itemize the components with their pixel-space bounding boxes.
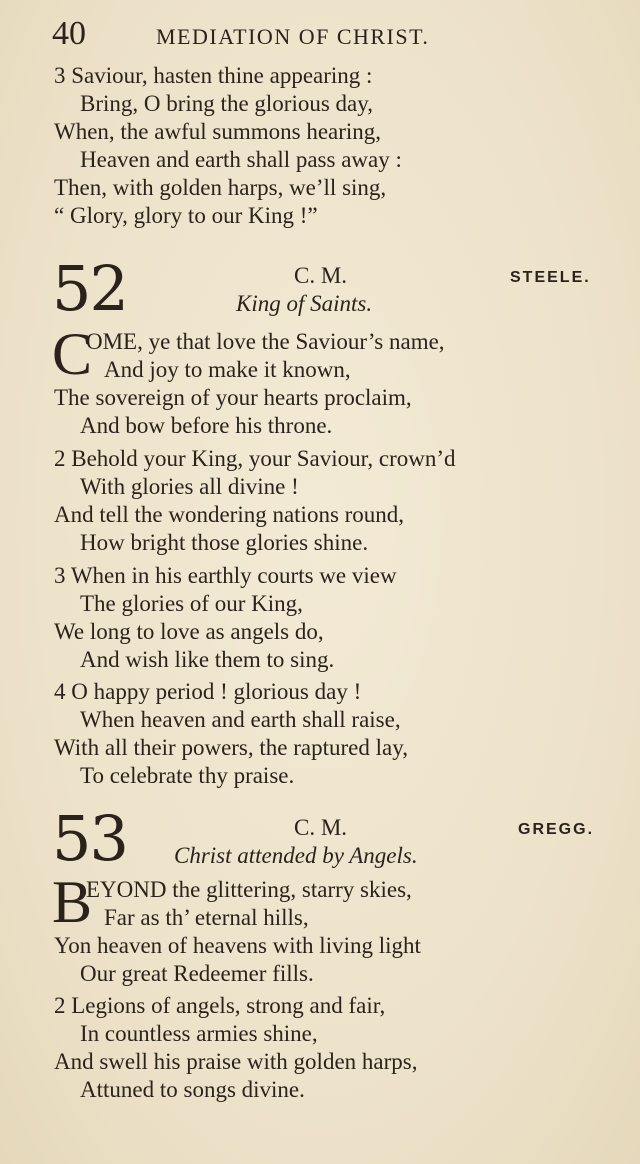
verse-line: To celebrate thy praise.: [80, 763, 295, 788]
verse-line: When heaven and earth shall raise,: [80, 707, 401, 732]
verse-line: Bring, O bring the glorious day,: [80, 91, 374, 116]
verse-line: When, the awful summons hearing,: [54, 119, 382, 144]
verse-line: With glories all divine !: [80, 474, 299, 499]
verse-line: In countless armies shine,: [80, 1021, 318, 1046]
verse-line: Yon heaven of heavens with living light: [54, 933, 421, 958]
hymn-number: 52: [52, 252, 127, 325]
verse-line: Heaven and earth shall pass away :: [80, 147, 402, 172]
verse-line: EYOND the glittering, starry skies,: [86, 877, 412, 902]
verse-line: 3 When in his earthly courts we view: [54, 563, 397, 588]
page-number: 40: [52, 15, 86, 52]
verse-line: And tell the wondering nations round,: [54, 502, 405, 527]
hymn-title: King of Saints.: [236, 291, 373, 316]
hymn-meter: C. M.: [294, 263, 348, 288]
verse-line: Attuned to songs divine.: [80, 1077, 305, 1102]
running-title: MEDIATION OF CHRIST.: [156, 24, 430, 49]
verse-line: 4 O happy period ! glorious day !: [54, 679, 362, 704]
verse-line: With all their powers, the raptured lay,: [54, 735, 408, 760]
hymn-composer: STEELE.: [510, 269, 591, 286]
verse-line: 2 Behold your King, your Saviour, crown’d: [54, 446, 456, 471]
verse-line: And wish like them to sing.: [80, 647, 335, 672]
hymn-composer: GREGG.: [518, 821, 595, 838]
hymn-meter: C. M.: [294, 815, 348, 840]
verse-line: And joy to make it known,: [104, 357, 351, 382]
verse-line: How bright those glories shine.: [80, 530, 369, 555]
hymn-number: 53: [52, 802, 127, 875]
hymn-title: Christ attended by Angels.: [174, 843, 418, 868]
drop-cap: B: [52, 869, 93, 935]
verse-line: Far as th’ eternal hills,: [104, 905, 309, 930]
verse-line: The sovereign of your hearts proclaim,: [54, 385, 412, 410]
verse-line: OME, ye that love the Saviour’s name,: [86, 329, 445, 354]
verse-line: We long to love as angels do,: [54, 619, 324, 644]
verse-line: And bow before his throne.: [80, 413, 333, 438]
verse-line: Then, with golden harps, we’ll sing,: [54, 175, 387, 200]
verse-line: Our great Redeemer fills.: [80, 961, 314, 986]
drop-cap: C: [52, 321, 93, 387]
verse-line: And swell his praise with golden harps,: [54, 1049, 418, 1074]
verse-line: The glories of our King,: [80, 591, 303, 616]
page-header: [52, 14, 502, 54]
verse-line: 3 Saviour, hasten thine appearing :: [54, 63, 373, 88]
verse-line: “ Glory, glory to our King !”: [54, 203, 318, 228]
verse-line: 2 Legions of angels, strong and fair,: [54, 993, 386, 1018]
